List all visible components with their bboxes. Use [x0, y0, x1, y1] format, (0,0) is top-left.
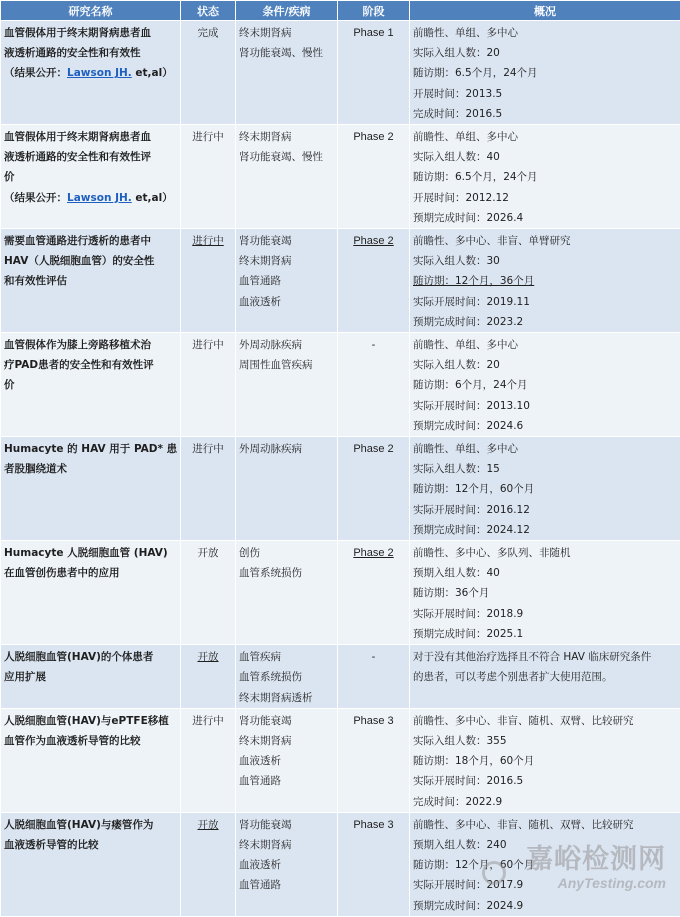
header-row [1, 1, 680, 21]
lawson-link[interactable]: Lawson JH. [67, 192, 132, 204]
phase-cell: Phase 3 [338, 812, 410, 916]
status-cell: 进行中 [181, 229, 236, 333]
overview-cell: 前瞻性、单组、多中心 实际入组人数：20 随访期：6.5个月，24个月 开展时间：2013.5 完成时间：2016.5 [410, 21, 680, 125]
status-cell: 完成 [181, 21, 236, 125]
status-cell: 开放 [181, 645, 236, 709]
table-row [1, 708, 680, 812]
study-name-line: 液透析通路的安全性和有效性 [4, 43, 177, 63]
phase-cell: Phase 1 [338, 21, 410, 125]
watermark-logo-icon [482, 861, 506, 885]
table-row [1, 541, 680, 645]
overview-cell: 前瞻性、多中心、非盲、随机、双臂、比较研究 实际入组人数：355 随访期：18个月，60个月 实际开展时间：2016.5 完成时间：2022.9 [410, 708, 680, 812]
table-row [1, 21, 680, 125]
study-name-cell: 人脱细胞血管(HAV)与ePTFE移植 血管作为血液透析导管的比较 [1, 708, 181, 812]
study-name-line: 血管假体用于终末期肾病患者血 [4, 23, 177, 43]
study-name-cell: 人脱细胞血管(HAV)的个体患者 应用扩展 [1, 645, 181, 709]
table-row [1, 812, 680, 916]
phase-cell: - [338, 333, 410, 437]
results-note: （结果公开：Lawson JH. et,al） [4, 188, 177, 208]
conditions-cell: 终末期肾病 肾功能衰竭、慢性 [236, 21, 338, 125]
table-row [1, 229, 680, 333]
study-name-cell [1, 21, 181, 125]
conditions-cell: 肾功能衰竭 终末期肾病 血液透析 血管通路 [236, 812, 338, 916]
conditions-cell: 血管疾病 血管系统损伤 终末期肾病透析 [236, 645, 338, 709]
conditions-cell: 创伤 血管系统损伤 [236, 541, 338, 645]
phase-cell: Phase 2 [338, 229, 410, 333]
overview-cell: 对于没有其他治疗选择且不符合 HAV 临床研究条件 的患者，可以考虑个别患者扩大使用范围。 [410, 645, 680, 709]
status-cell: 进行中 [181, 333, 236, 437]
table-row [1, 645, 680, 709]
study-name-cell: 血管假体作为膝上旁路移植术治 疗PAD患者的安全性和有效性评 价 [1, 333, 181, 437]
phase-cell: Phase 2 [338, 541, 410, 645]
conditions-cell: 外周动脉疾病 [236, 437, 338, 541]
header-overview: 概况 [410, 1, 680, 21]
table-row [1, 125, 680, 229]
header-conditions: 条件/疾病 [236, 1, 338, 21]
status-cell: 进行中 [181, 125, 236, 229]
header-status: 状态 [181, 1, 236, 21]
phase-cell: - [338, 645, 410, 709]
study-name-cell: 血管假体用于终末期肾病患者血 液透析通路的安全性和有效性评 价 （结果公开：Lawson JH. et,al） [1, 125, 181, 229]
phase-cell: Phase 3 [338, 708, 410, 812]
header-phase: 阶段 [338, 1, 410, 21]
status-cell: 进行中 [181, 708, 236, 812]
conditions-cell: 肾功能衰竭 终末期肾病 血液透析 血管通路 [236, 708, 338, 812]
watermark-en: AnyTesting.com [526, 875, 666, 891]
overview-cell: 前瞻性、多中心、多队列、非随机 预期入组人数：40 随访期：36个月 实际开展时间：2018.9 预期完成时间：2025.1 [410, 541, 680, 645]
overview-cell: 前瞻性、多中心、非盲、单臂研究 实际入组人数：30 随访期：12个月，36个月 实际开展时间：2019.11 预期完成时间：2023.2 [410, 229, 680, 333]
status-cell: 开放 [181, 541, 236, 645]
overview-cell: 前瞻性、多中心、非盲、随机、双臂、比较研究 预期入组人数：240 随访期：12个月，60个月 实际开展时间：2017.9 预期完成时间：2024.9 [410, 812, 680, 916]
header-study-name: 研究名称 [1, 1, 181, 21]
watermark-cn: 嘉峪检测网 [526, 845, 666, 875]
table-row [1, 437, 680, 541]
overview-cell: 前瞻性、单组、多中心 实际入组人数：15 随访期：12个月，60个月 实际开展时间：2016.12 预期完成时间：2024.12 [410, 437, 680, 541]
conditions-cell: 肾功能衰竭 终末期肾病 血管通路 血液透析 [236, 229, 338, 333]
study-name-cell: 人脱细胞血管(HAV)与瘘管作为 血液透析导管的比较 [1, 812, 181, 916]
results-note: （结果公开：Lawson JH. et,al） [4, 63, 177, 83]
lawson-link[interactable]: Lawson JH. [67, 67, 132, 79]
overview-cell: 前瞻性、单组、多中心 实际入组人数：40 随访期：6.5个月，24个月 开展时间：2012.12 预期完成时间：2026.4 [410, 125, 680, 229]
study-name-cell: Humacyte 的 HAV 用于 PAD* 患 者股腘绕道术 [1, 437, 181, 541]
study-name-cell: Humacyte 人脱细胞血管 (HAV) 在血管创伤患者中的应用 [1, 541, 181, 645]
study-name-cell: 需要血管通路进行透析的患者中 HAV（人脱细胞血管）的安全性 和有效性评估 [1, 229, 181, 333]
phase-cell: Phase 2 [338, 125, 410, 229]
table-row [1, 333, 680, 437]
conditions-cell: 外周动脉疾病 周围性血管疾病 [236, 333, 338, 437]
phase-cell: Phase 2 [338, 437, 410, 541]
conditions-cell: 终末期肾病 肾功能衰竭、慢性 [236, 125, 338, 229]
status-cell: 开放 [181, 812, 236, 916]
status-cell: 进行中 [181, 437, 236, 541]
overview-cell: 前瞻性、单组、多中心 实际入组人数：20 随访期：6个月，24个月 实际开展时间：2013.10 预期完成时间：2024.6 [410, 333, 680, 437]
